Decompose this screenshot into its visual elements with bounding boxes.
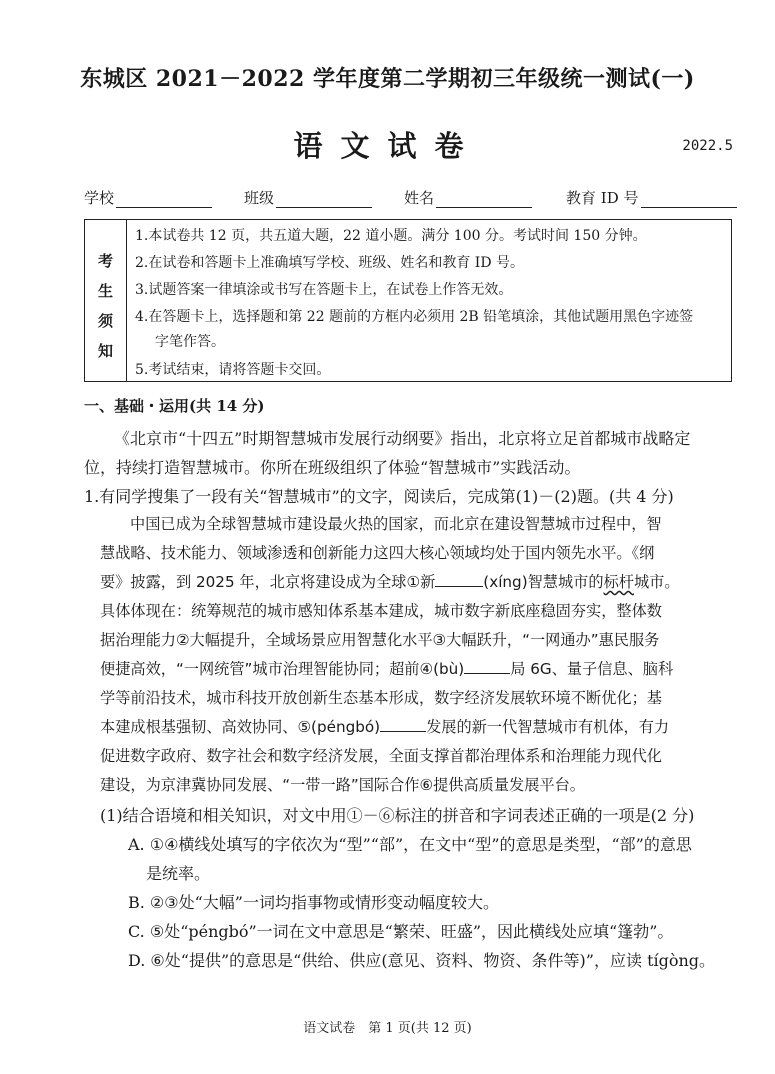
page-footer: 语文试卷 第 1 页(共 12 页) (303, 1021, 472, 1036)
passage-line (100, 716, 669, 737)
notice-heading-char: 考 (98, 252, 114, 270)
subject-title: 语文试卷 (293, 129, 482, 163)
passage-line: 促进数字政府、数字社会和数字经济发展，全面支撑首都治理体系和治理能力现代化 (100, 747, 662, 765)
exam-title: 东城区 2021－2022 学年度第二学期初三年级统一测试(一) (80, 66, 695, 92)
passage-segment: 要》披露，到 2025 年，北京将建设成为全球①新 (100, 573, 436, 591)
passage-line: 学等前沿技术，城市科技开放创新生态基本形成，数字经济发展软环境不断优化；基 (100, 689, 662, 707)
notice-item: 5.考试结束，请将答题卡交回。 (135, 362, 331, 378)
wavy-underlined-word: 标杆 (603, 573, 634, 591)
passage-line: 据治理能力②大幅提升，全域场景应用智慧化水平③大幅跃升，“一网通办”惠民服务 (100, 631, 660, 649)
passage-segment: 本建成根基强韧、高效协同、⑤(péngbó) (100, 718, 381, 736)
passage-line (100, 571, 680, 592)
passage-line (100, 658, 673, 679)
notice-heading-char: 须 (98, 312, 114, 330)
class-field[interactable] (244, 187, 372, 208)
passage-line: 建设，为京津冀协同发展、“一带一路”国际合作⑥提供高质量发展平台。 (100, 776, 585, 794)
school-label: 学校 (84, 189, 115, 207)
passage-segment: 局 6G、量子信息、脑科 (510, 660, 674, 678)
passage-line: 慧战略、技术能力、领域渗透和创新能力这四大核心领域均处于国内领先水平。《纲 (100, 544, 655, 562)
notice-heading-char: 知 (98, 342, 114, 360)
student-info-row (84, 187, 734, 209)
option-a-continued: 是统率。 (146, 864, 211, 883)
notice-item: 2.在试卷和答题卡上准确填写学校、班级、姓名和教育 ID 号。 (135, 255, 525, 271)
school-field[interactable] (84, 187, 212, 208)
notice-heading (85, 220, 127, 381)
class-label: 班级 (244, 189, 275, 207)
passage-segment: (xíng)智慧城市的 (483, 573, 604, 591)
education-id-field[interactable] (566, 187, 737, 208)
option-d[interactable]: D. ⑥处“提供”的意思是“供给、供应(意见、资料、物资、条件等)”，应读 tígòng。 (128, 951, 716, 970)
answer-blank-5[interactable] (380, 717, 426, 732)
class-blank[interactable] (276, 192, 372, 208)
notice-item: 1.本试卷共 12 页，共五道大题，22 道小题。满分 100 分。考试时间 150 分钟。 (135, 228, 647, 244)
education-id-blank[interactable] (641, 192, 737, 208)
sub-question-1: (1)结合语境和相关知识，对文中用①－⑥标注的拼音和字词表述正确的一项是(2 分) (100, 806, 695, 825)
notice-item: 字笔作答。 (155, 334, 225, 350)
notice-item: 3.试题答案一律填涂或书写在答题卡上，在试卷上作答无效。 (135, 282, 513, 298)
answer-blank-4[interactable] (464, 659, 510, 674)
name-blank[interactable] (436, 192, 532, 208)
intro-line: 《北京市“十四五”时期智慧城市发展行动纲要》指出，北京将立足首都城市战略定 (114, 429, 691, 448)
question-1-stem: 1.有同学搜集了一段有关“智慧城市”的文字，阅读后，完成第(1)－(2)题。(共 4 分) (84, 487, 674, 506)
option-c[interactable]: C. ⑤处“péngbó”一词在文中意思是“繁荣、旺盛”，因此横线处应填“篷勃”。 (128, 922, 674, 941)
education-id-label: 教育 ID 号 (566, 189, 639, 207)
exam-date: 2022.5 (682, 138, 733, 154)
name-field[interactable] (404, 187, 532, 208)
intro-line: 位，持续打造智慧城市。你所在班级组织了体验“智慧城市”实践活动。 (84, 458, 581, 477)
passage-segment: 便捷高效，“一网统管”城市治理智能协同；超前④(bù) (100, 660, 465, 678)
exam-notice-box (84, 219, 732, 382)
passage-line: 中国已成为全球智慧城市建设最火热的国家，而北京在建设智慧城市过程中，智 (130, 515, 662, 533)
notice-heading-char: 生 (98, 282, 114, 300)
passage-segment: 发展的新一代智慧城市有机体，有力 (426, 718, 670, 736)
passage-segment: 城市。 (633, 573, 680, 591)
option-a[interactable]: A. ①④横线处填写的字依次为“型”“部”，在文中“型”的意思是类型，“部”的意思 (128, 835, 692, 854)
option-b[interactable]: B. ②③处“大幅”一词均指事物或情形变动幅度较大。 (128, 893, 499, 912)
school-blank[interactable] (116, 192, 212, 208)
name-label: 姓名 (404, 189, 435, 207)
notice-item: 4.在答题卡上，选择题和第 22 题前的方框内必须用 2B 铅笔填涂，其他试题用黑色字迹签 (135, 309, 694, 325)
section-heading: 一、基础・运用(共 14 分) (84, 397, 265, 415)
passage-line: 具体体现在：统筹规范的城市感知体系基本建成，城市数字新底座稳固夯实，整体数 (100, 602, 662, 620)
answer-blank-1[interactable] (435, 572, 483, 587)
